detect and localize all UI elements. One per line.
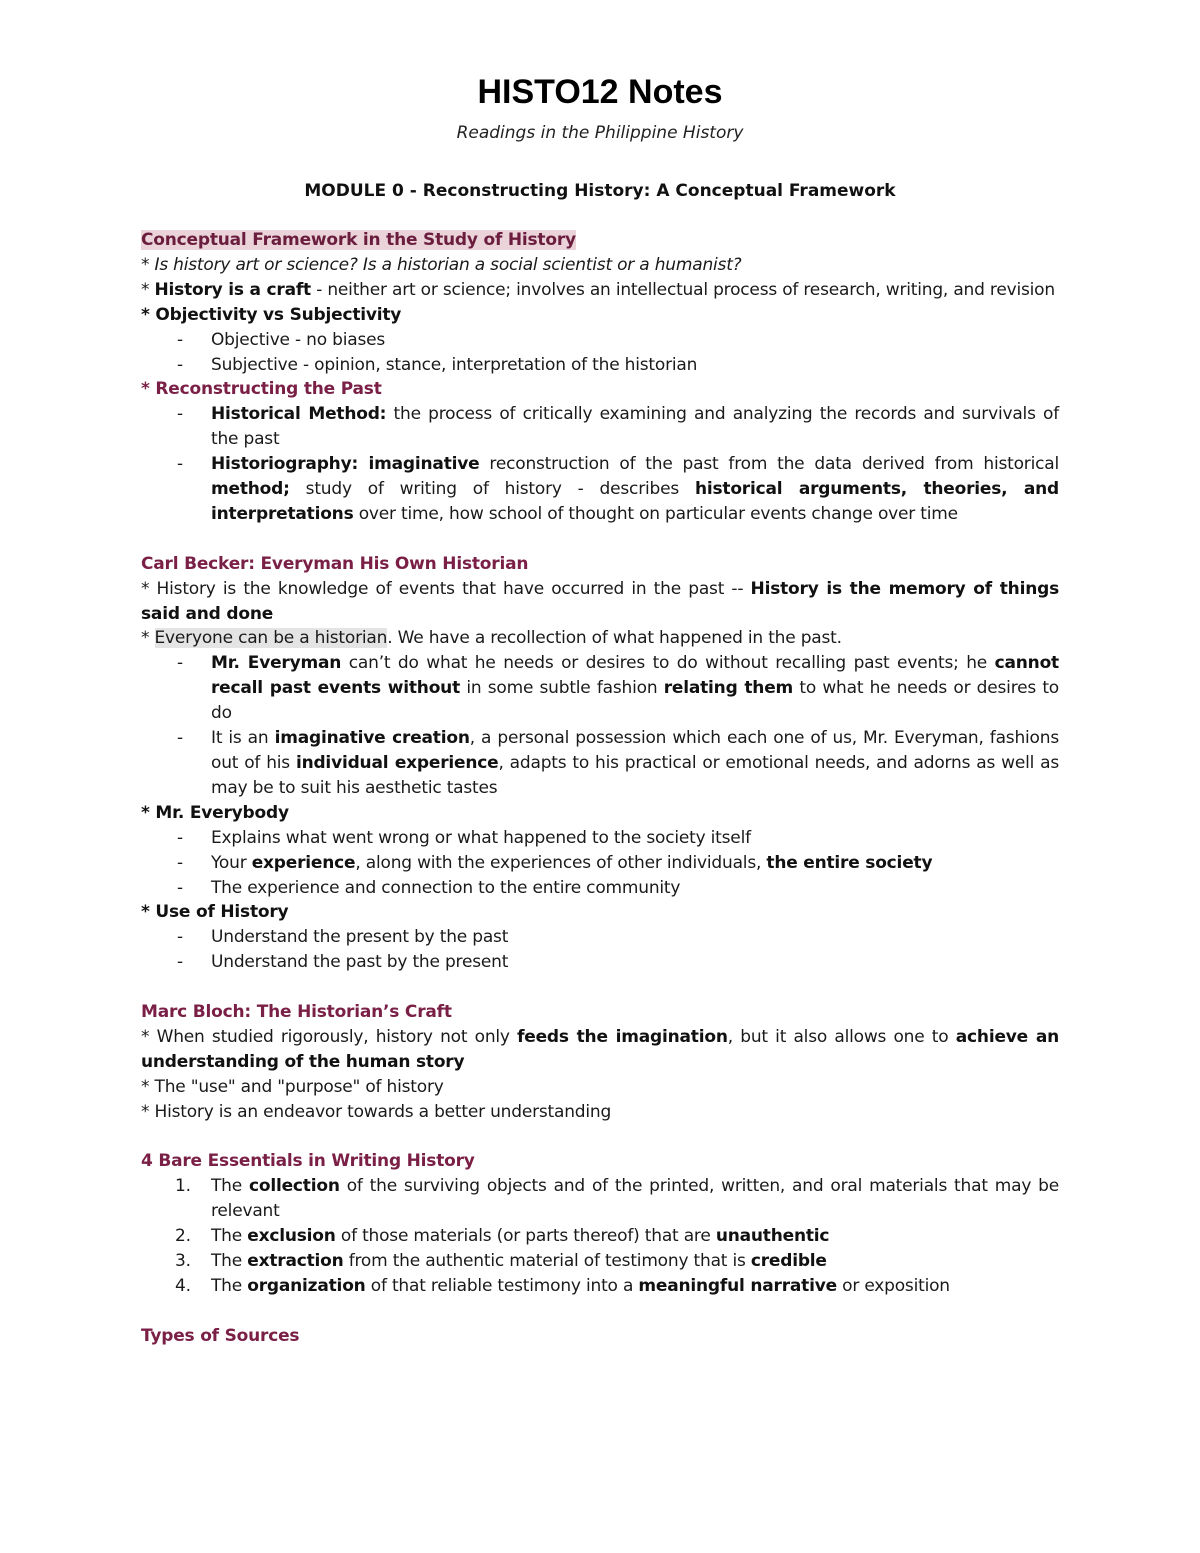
document-title: HISTO12 Notes (477, 73, 723, 111)
objectivity-heading: * Objectivity vs Subjectivity (141, 304, 402, 325)
list-item: - Understand the present by the past (177, 927, 509, 948)
section-heading-conceptual-framework: Conceptual Framework in the Study of History (141, 230, 576, 250)
bloch-line-2: * The "use" and "purpose" of history (141, 1076, 444, 1097)
section-heading-types-of-sources: Types of Sources (141, 1325, 300, 1346)
becker-line-1: * History is the knowledge of events that have occurred in the past -- History is the memory of things said and done (141, 578, 1059, 624)
bloch-line-3: * History is an endeavor towards a better understanding (141, 1101, 612, 1122)
bloch-line-1: * When studied rigorously, history not only feeds the imagination, but it also allows one to achieve an understanding of the human story (141, 1026, 1059, 1072)
section-heading-carl-becker: Carl Becker: Everyman His Own Historian (141, 553, 529, 574)
list-item: - It is an imaginative creation, a personal possession which each one of us, Mr. Everyman, fashions out of his individual experience, adapts to his practical or emotional needs, and adorns as well as may be to suit his aesthetic tastes (177, 728, 1059, 798)
numbered-item: 4. The organization of that reliable testimony into a meaningful narrative or exposition (175, 1276, 950, 1297)
notes-body (141, 228, 1059, 1349)
reconstructing-heading: * Reconstructing the Past (141, 379, 382, 400)
numbered-item: 2. The exclusion of those materials (or parts thereof) that are unauthentic (175, 1226, 830, 1247)
list-item: - Understand the past by the present (177, 952, 509, 973)
list-item: - Subjective - opinion, stance, interpretation of the historian (177, 354, 698, 375)
use-of-history-heading: * Use of History (141, 902, 289, 923)
module-heading: MODULE 0 - Reconstructing History: A Conceptual Framework (304, 181, 896, 201)
list-item: - Mr. Everyman can’t do what he needs or desires to do without recalling past events; he cannot recall past events without in some subtle fashion relating them to what he needs or desires to do (177, 653, 1060, 724)
list-item: - Historiography: imaginative reconstruction of the past from the data derived from historical method; study of writing of history - describes historical arguments, theories, and interpretations over time, how school of thought on particular events change over time (177, 454, 1060, 524)
list-item: - Objective - no biases (177, 329, 386, 350)
becker-line-2: * Everyone can be a historian. We have a recollection of what happened in the past. (141, 628, 842, 649)
list-item: - The experience and connection to the entire community (177, 877, 681, 898)
list-item: - Explains what went wrong or what happened to the society itself (177, 827, 751, 848)
document-subtitle: Readings in the Philippine History (456, 123, 744, 143)
list-item: - Your experience, along with the experiences of other individuals, the entire society (177, 852, 933, 873)
numbered-item: 3. The extraction from the authentic material of testimony that is credible (175, 1251, 827, 1272)
numbered-item: 1. The collection of the surviving objects and of the printed, written, and oral materials that may be relevant (175, 1176, 1059, 1222)
list-item: - Historical Method: the process of critically examining and analyzing the records and survivals of the past (177, 404, 1059, 450)
everybody-heading: * Mr. Everybody (141, 802, 289, 823)
question-line: * Is history art or science? Is a historian a social scientist or a humanist? (141, 254, 742, 275)
section-heading-bare-essentials: 4 Bare Essentials in Writing History (141, 1151, 475, 1172)
craft-line: * History is a craft - neither art or science; involves an intellectual process of research, writing, and revision (141, 279, 1055, 300)
section-heading-marc-bloch: Marc Bloch: The Historian’s Craft (141, 1002, 452, 1023)
